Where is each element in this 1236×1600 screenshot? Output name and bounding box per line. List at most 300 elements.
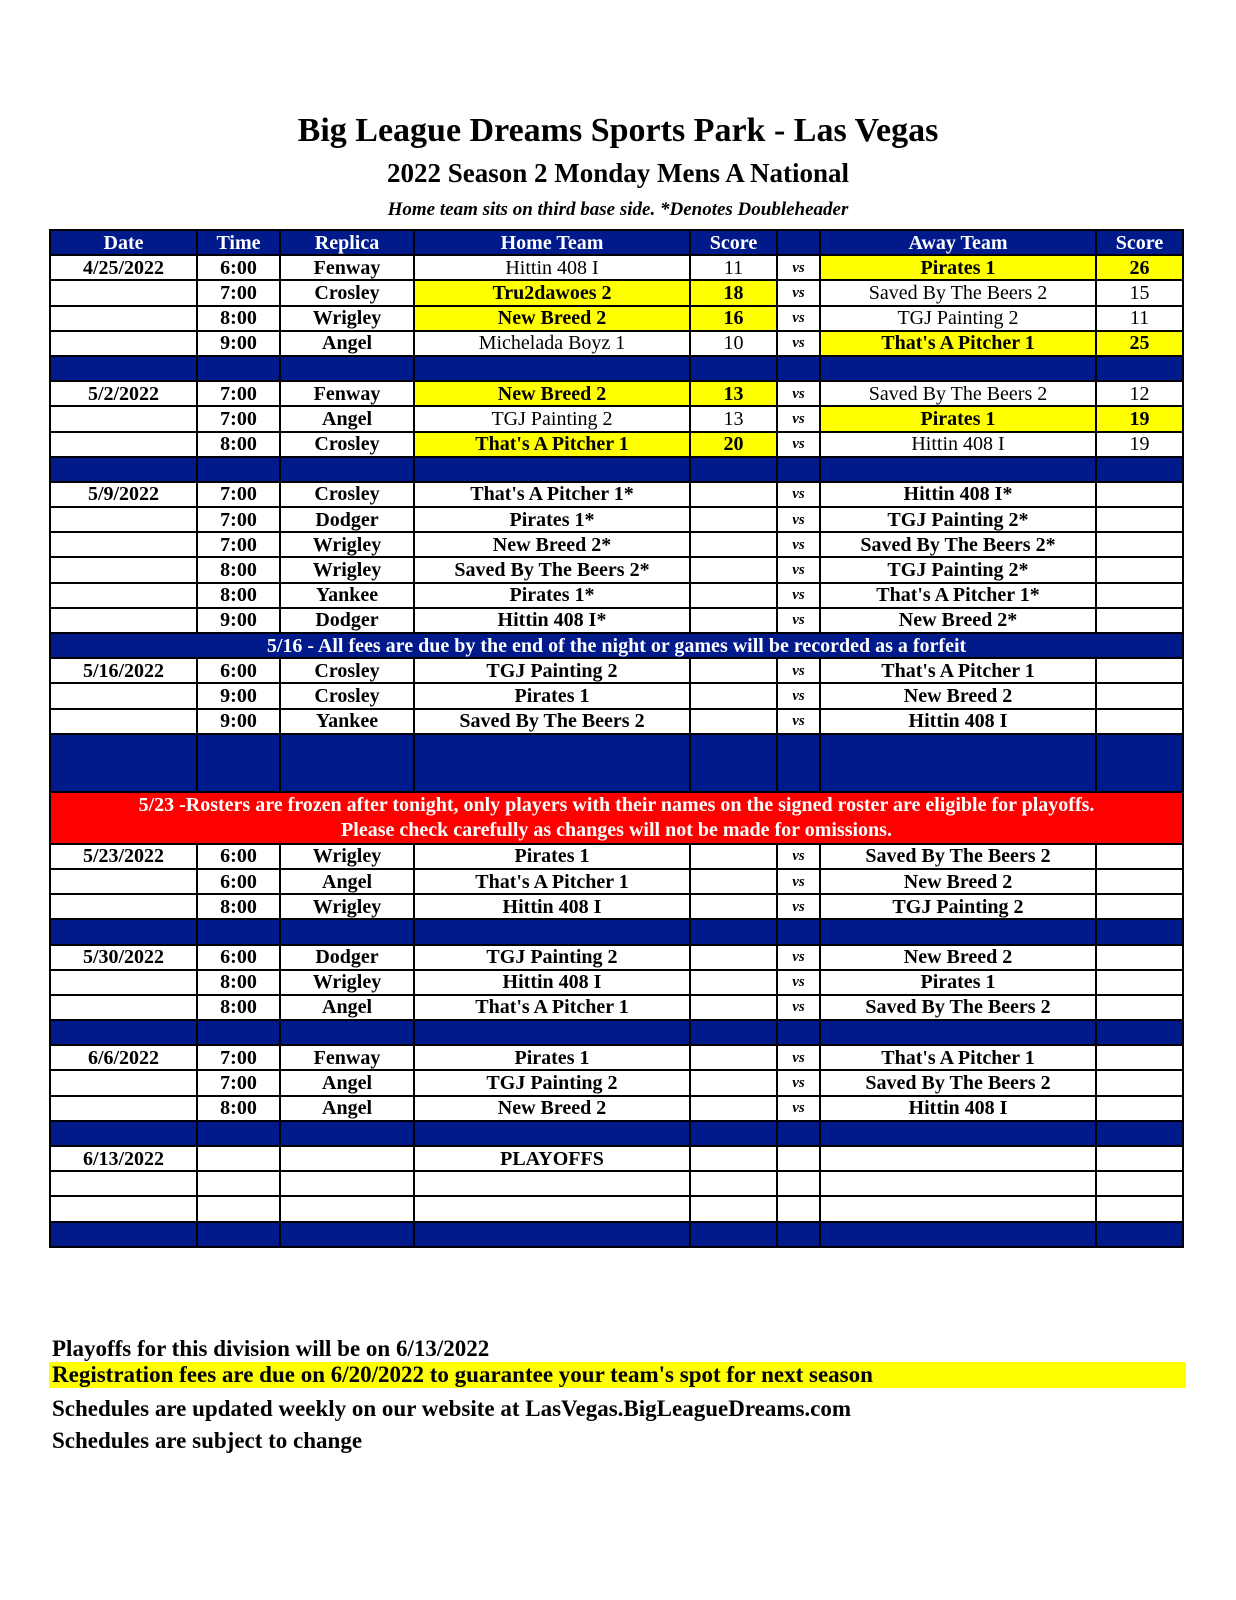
away-score-cell — [1096, 709, 1183, 734]
home-team-cell: Pirates 1* — [414, 507, 690, 532]
away-team-cell: Hittin 408 I — [820, 1096, 1096, 1121]
time-cell: 7:00 — [197, 406, 280, 431]
playoffs-label — [414, 1196, 690, 1221]
away-team-cell: Hittin 408 I* — [820, 482, 1096, 507]
field-cell: Angel — [280, 869, 414, 894]
separator-cell — [197, 457, 280, 482]
separator-cell — [414, 356, 690, 381]
separator-cell — [197, 1020, 280, 1045]
home-score-cell — [690, 945, 777, 970]
away-team-cell: Saved By The Beers 2 — [820, 1070, 1096, 1095]
field-cell: Wrigley — [280, 894, 414, 919]
home-team-cell: Hittin 408 I — [414, 255, 690, 280]
separator-cell — [690, 1222, 777, 1247]
time-cell: 9:00 — [197, 709, 280, 734]
vs-label: vs — [777, 280, 820, 305]
home-score-cell: 13 — [690, 406, 777, 431]
column-header-away-team: Away Team — [820, 230, 1096, 255]
away-score-cell: 25 — [1096, 331, 1183, 356]
home-score-cell — [690, 709, 777, 734]
separator-cell — [1096, 919, 1183, 944]
home-score-cell — [690, 1096, 777, 1121]
away-score-cell — [1096, 844, 1183, 869]
home-team-cell: New Breed 2 — [414, 306, 690, 331]
field-cell: Dodger — [280, 507, 414, 532]
time-cell: 8:00 — [197, 432, 280, 457]
date-cell — [50, 532, 197, 557]
away-team-cell: Pirates 1 — [820, 406, 1096, 431]
separator-cell — [1096, 734, 1183, 792]
away-team-cell: New Breed 2* — [820, 608, 1096, 633]
date-cell: 5/23/2022 — [50, 844, 197, 869]
empty-cell — [777, 1146, 820, 1171]
date-cell — [50, 280, 197, 305]
time-cell: 6:00 — [197, 255, 280, 280]
vs-label: vs — [777, 709, 820, 734]
home-score-cell: 13 — [690, 381, 777, 406]
time-cell: 7:00 — [197, 280, 280, 305]
vs-label: vs — [777, 557, 820, 582]
separator-cell — [690, 1020, 777, 1045]
separator-cell — [197, 734, 280, 792]
separator-cell — [280, 734, 414, 792]
schedule-table — [49, 229, 1184, 1248]
game-row — [50, 658, 1183, 683]
date-cell — [50, 608, 197, 633]
home-score-cell — [690, 683, 777, 708]
away-score-cell — [1096, 557, 1183, 582]
away-team-cell: New Breed 2 — [820, 683, 1096, 708]
empty-cell — [690, 1146, 777, 1171]
date-cell — [50, 709, 197, 734]
vs-label: vs — [777, 658, 820, 683]
separator-cell — [820, 919, 1096, 944]
vs-label: vs — [777, 331, 820, 356]
separator-cell — [1096, 1020, 1183, 1045]
separator-cell — [414, 1121, 690, 1146]
field-cell: Crosley — [280, 658, 414, 683]
home-score-cell: 10 — [690, 331, 777, 356]
game-row — [50, 869, 1183, 894]
empty-cell — [690, 1171, 777, 1196]
home-score-cell: 16 — [690, 306, 777, 331]
away-team-cell: That's A Pitcher 1* — [820, 583, 1096, 608]
home-score-cell — [690, 658, 777, 683]
fee-notice-row — [50, 633, 1183, 658]
date-cell — [50, 432, 197, 457]
separator-row — [50, 1222, 1183, 1247]
away-team-cell: TGJ Painting 2* — [820, 507, 1096, 532]
vs-label: vs — [777, 583, 820, 608]
playoffs-date-line: Playoffs for this division will be on 6/13/2022 — [52, 1336, 490, 1361]
home-team-cell: TGJ Painting 2 — [414, 406, 690, 431]
time-cell: 9:00 — [197, 608, 280, 633]
date-cell — [50, 894, 197, 919]
home-team-cell: That's A Pitcher 1 — [414, 869, 690, 894]
playoffs-label — [414, 1171, 690, 1196]
separator-cell — [414, 919, 690, 944]
time-cell — [197, 1146, 280, 1171]
time-cell: 8:00 — [197, 583, 280, 608]
home-team-cell: Saved By The Beers 2* — [414, 557, 690, 582]
game-row — [50, 432, 1183, 457]
separator-cell — [197, 1222, 280, 1247]
date-cell — [50, 1070, 197, 1095]
schedule-body — [50, 255, 1183, 1247]
empty-cell — [1096, 1196, 1183, 1221]
separator-cell — [197, 919, 280, 944]
away-team-cell: Hittin 408 I — [820, 709, 1096, 734]
separator-cell — [1096, 1121, 1183, 1146]
vs-label: vs — [777, 432, 820, 457]
vs-label: vs — [777, 683, 820, 708]
column-header-away-score: Score — [1096, 230, 1183, 255]
home-team-cell: Pirates 1 — [414, 683, 690, 708]
separator-cell — [280, 457, 414, 482]
time-cell: 6:00 — [197, 945, 280, 970]
field-cell — [280, 1146, 414, 1171]
vs-label: vs — [777, 894, 820, 919]
away-score-cell — [1096, 970, 1183, 995]
playoffs-label: PLAYOFFS — [414, 1146, 690, 1171]
separator-cell — [820, 734, 1096, 792]
home-score-cell — [690, 844, 777, 869]
separator-cell — [820, 1121, 1096, 1146]
game-row — [50, 995, 1183, 1020]
date-cell — [50, 406, 197, 431]
away-score-cell — [1096, 945, 1183, 970]
home-score-cell — [690, 482, 777, 507]
registration-deadline-line: Registration fees are due on 6/20/2022 to guarantee your team's spot for next season — [49, 1362, 1186, 1388]
date-cell: 6/13/2022 — [50, 1146, 197, 1171]
away-team-cell: Pirates 1 — [820, 970, 1096, 995]
field-cell: Yankee — [280, 583, 414, 608]
away-score-cell — [1096, 608, 1183, 633]
home-score-cell — [690, 583, 777, 608]
field-cell: Wrigley — [280, 557, 414, 582]
vs-label: vs — [777, 255, 820, 280]
date-cell — [50, 1196, 197, 1221]
away-team-cell: Saved By The Beers 2 — [820, 844, 1096, 869]
game-row — [50, 331, 1183, 356]
separator-cell — [777, 1222, 820, 1247]
away-score-cell — [1096, 583, 1183, 608]
separator-cell — [690, 919, 777, 944]
home-score-cell: 20 — [690, 432, 777, 457]
date-cell — [50, 557, 197, 582]
away-score-cell — [1096, 507, 1183, 532]
separator-cell — [690, 356, 777, 381]
separator-cell — [777, 457, 820, 482]
separator-row — [50, 734, 1183, 792]
away-team-cell: That's A Pitcher 1 — [820, 1045, 1096, 1070]
home-team-cell: TGJ Painting 2 — [414, 658, 690, 683]
separator-cell — [820, 457, 1096, 482]
page-subtitle: 2022 Season 2 Monday Mens A National — [386, 158, 850, 188]
separator-cell — [1096, 356, 1183, 381]
field-cell: Dodger — [280, 608, 414, 633]
doubleheader-note: Home team sits on third base side. *Denotes Doubleheader — [387, 199, 849, 220]
away-team-cell: TGJ Painting 2 — [820, 306, 1096, 331]
separator-cell — [50, 1121, 197, 1146]
away-score-cell — [1096, 894, 1183, 919]
column-header-home-team: Home Team — [414, 230, 690, 255]
date-cell — [50, 507, 197, 532]
home-score-cell — [690, 1070, 777, 1095]
time-cell: 9:00 — [197, 331, 280, 356]
away-team-cell: Hittin 408 I — [820, 432, 1096, 457]
alert-line: 5/23 -Rosters are frozen after tonight, only players with their names on the signed roster are eligible for playoffs. — [138, 793, 1095, 816]
home-team-cell: Pirates 1* — [414, 583, 690, 608]
game-row — [50, 894, 1183, 919]
date-cell: 5/30/2022 — [50, 945, 197, 970]
separator-cell — [777, 356, 820, 381]
home-score-cell — [690, 869, 777, 894]
game-row — [50, 482, 1183, 507]
field-cell: Crosley — [280, 280, 414, 305]
separator-cell — [197, 1121, 280, 1146]
separator-cell — [690, 734, 777, 792]
separator-cell — [50, 919, 197, 944]
vs-label: vs — [777, 482, 820, 507]
game-row — [50, 945, 1183, 970]
home-team-cell: Hittin 408 I — [414, 970, 690, 995]
date-cell — [50, 306, 197, 331]
separator-cell — [414, 1222, 690, 1247]
home-team-cell: New Breed 2* — [414, 532, 690, 557]
separator-cell — [1096, 457, 1183, 482]
separator-cell — [777, 734, 820, 792]
separator-cell — [690, 457, 777, 482]
date-cell — [50, 995, 197, 1020]
time-cell: 8:00 — [197, 970, 280, 995]
away-score-cell: 12 — [1096, 381, 1183, 406]
home-score-cell — [690, 894, 777, 919]
home-team-cell: Michelada Boyz 1 — [414, 331, 690, 356]
separator-cell — [820, 1222, 1096, 1247]
home-team-cell: Saved By The Beers 2 — [414, 709, 690, 734]
game-row — [50, 280, 1183, 305]
away-score-cell — [1096, 1096, 1183, 1121]
separator-cell — [197, 356, 280, 381]
date-cell — [50, 1171, 197, 1196]
time-cell: 7:00 — [197, 482, 280, 507]
game-row — [50, 709, 1183, 734]
separator-cell — [414, 1020, 690, 1045]
separator-row — [50, 457, 1183, 482]
playoff-row — [50, 1171, 1183, 1196]
game-row — [50, 583, 1183, 608]
away-score-cell — [1096, 995, 1183, 1020]
vs-label: vs — [777, 406, 820, 431]
home-team-cell: New Breed 2 — [414, 381, 690, 406]
away-score-cell — [1096, 658, 1183, 683]
date-cell: 5/16/2022 — [50, 658, 197, 683]
column-header-vs — [777, 230, 820, 255]
away-score-cell — [1096, 1045, 1183, 1070]
separator-cell — [820, 1020, 1096, 1045]
separator-row — [50, 1121, 1183, 1146]
away-score-cell — [1096, 1070, 1183, 1095]
separator-cell — [820, 356, 1096, 381]
empty-cell — [1096, 1171, 1183, 1196]
time-cell: 6:00 — [197, 844, 280, 869]
field-cell: Angel — [280, 406, 414, 431]
game-row — [50, 1070, 1183, 1095]
game-row — [50, 844, 1183, 869]
empty-cell — [690, 1196, 777, 1221]
away-score-cell — [1096, 532, 1183, 557]
date-cell: 6/6/2022 — [50, 1045, 197, 1070]
separator-cell — [50, 457, 197, 482]
vs-label: vs — [777, 1070, 820, 1095]
home-team-cell: TGJ Painting 2 — [414, 945, 690, 970]
field-cell: Fenway — [280, 255, 414, 280]
home-team-cell: Pirates 1 — [414, 844, 690, 869]
away-team-cell: New Breed 2 — [820, 869, 1096, 894]
game-row — [50, 306, 1183, 331]
home-team-cell: Tru2dawoes 2 — [414, 280, 690, 305]
home-team-cell: That's A Pitcher 1* — [414, 482, 690, 507]
field-cell: Angel — [280, 331, 414, 356]
separator-row — [50, 919, 1183, 944]
empty-cell — [820, 1146, 1096, 1171]
away-team-cell: Saved By The Beers 2 — [820, 995, 1096, 1020]
date-cell — [50, 869, 197, 894]
time-cell — [197, 1196, 280, 1221]
home-score-cell — [690, 557, 777, 582]
away-team-cell: Saved By The Beers 2 — [820, 280, 1096, 305]
game-row — [50, 507, 1183, 532]
separator-cell — [280, 919, 414, 944]
field-cell: Angel — [280, 1096, 414, 1121]
date-cell: 5/9/2022 — [50, 482, 197, 507]
away-team-cell: That's A Pitcher 1 — [820, 331, 1096, 356]
away-score-cell: 11 — [1096, 306, 1183, 331]
home-score-cell — [690, 608, 777, 633]
roster-freeze-alert — [50, 792, 1183, 844]
vs-label: vs — [777, 532, 820, 557]
date-cell: 4/25/2022 — [50, 255, 197, 280]
vs-label: vs — [777, 869, 820, 894]
separator-cell — [777, 1020, 820, 1045]
away-score-cell: 26 — [1096, 255, 1183, 280]
vs-label: vs — [777, 995, 820, 1020]
vs-label: vs — [777, 1096, 820, 1121]
away-team-cell: Pirates 1 — [820, 255, 1096, 280]
separator-cell — [280, 1222, 414, 1247]
game-row — [50, 557, 1183, 582]
away-team-cell: New Breed 2 — [820, 945, 1096, 970]
away-score-cell: 19 — [1096, 432, 1183, 457]
date-cell — [50, 1096, 197, 1121]
home-team-cell: New Breed 2 — [414, 1096, 690, 1121]
vs-label: vs — [777, 945, 820, 970]
empty-cell — [1096, 1146, 1183, 1171]
time-cell: 9:00 — [197, 683, 280, 708]
time-cell: 8:00 — [197, 995, 280, 1020]
time-cell: 7:00 — [197, 381, 280, 406]
field-cell: Fenway — [280, 381, 414, 406]
game-row — [50, 970, 1183, 995]
fee-notice: 5/16 - All fees are due by the end of the night or games will be recorded as a forfeit — [50, 633, 1183, 658]
time-cell: 6:00 — [197, 869, 280, 894]
empty-cell — [820, 1171, 1096, 1196]
home-score-cell: 18 — [690, 280, 777, 305]
home-team-cell: TGJ Painting 2 — [414, 1070, 690, 1095]
away-score-cell: 19 — [1096, 406, 1183, 431]
home-score-cell — [690, 995, 777, 1020]
game-row — [50, 381, 1183, 406]
playoff-row — [50, 1196, 1183, 1221]
playoff-row — [50, 1146, 1183, 1171]
home-team-cell: Hittin 408 I* — [414, 608, 690, 633]
away-score-cell — [1096, 869, 1183, 894]
date-cell — [50, 970, 197, 995]
vs-label: vs — [777, 381, 820, 406]
away-score-cell: 15 — [1096, 280, 1183, 305]
away-score-cell — [1096, 482, 1183, 507]
vs-label: vs — [777, 608, 820, 633]
away-score-cell — [1096, 683, 1183, 708]
field-cell: Wrigley — [280, 532, 414, 557]
separator-cell — [50, 734, 197, 792]
separator-cell — [777, 919, 820, 944]
page-title: Big League Dreams Sports Park - Las Vegas — [297, 112, 939, 149]
field-cell: Wrigley — [280, 970, 414, 995]
time-cell: 8:00 — [197, 1096, 280, 1121]
time-cell: 7:00 — [197, 1045, 280, 1070]
date-cell — [50, 331, 197, 356]
field-cell: Yankee — [280, 709, 414, 734]
separator-cell — [1096, 1222, 1183, 1247]
away-team-cell: TGJ Painting 2* — [820, 557, 1096, 582]
field-cell: Wrigley — [280, 844, 414, 869]
separator-row — [50, 1020, 1183, 1045]
home-score-cell — [690, 1045, 777, 1070]
game-row — [50, 683, 1183, 708]
field-cell: Crosley — [280, 482, 414, 507]
time-cell: 7:00 — [197, 1070, 280, 1095]
field-cell: Angel — [280, 995, 414, 1020]
website-line: Schedules are updated weekly on our website at LasVegas.BigLeagueDreams.com — [52, 1396, 852, 1421]
separator-cell — [280, 1121, 414, 1146]
home-team-cell: Pirates 1 — [414, 1045, 690, 1070]
separator-cell — [777, 1121, 820, 1146]
field-cell — [280, 1196, 414, 1221]
home-team-cell: That's A Pitcher 1 — [414, 432, 690, 457]
vs-label: vs — [777, 844, 820, 869]
date-cell — [50, 683, 197, 708]
home-score-cell: 11 — [690, 255, 777, 280]
time-cell: 7:00 — [197, 532, 280, 557]
empty-cell — [777, 1196, 820, 1221]
time-cell: 8:00 — [197, 306, 280, 331]
separator-row — [50, 356, 1183, 381]
separator-cell — [280, 356, 414, 381]
game-row — [50, 1045, 1183, 1070]
time-cell: 8:00 — [197, 557, 280, 582]
separator-cell — [50, 1020, 197, 1045]
column-header-replica: Replica — [280, 230, 414, 255]
separator-cell — [414, 734, 690, 792]
header-row — [50, 230, 1183, 255]
separator-cell — [50, 356, 197, 381]
separator-cell — [690, 1121, 777, 1146]
field-cell: Crosley — [280, 683, 414, 708]
separator-cell — [414, 457, 690, 482]
game-row — [50, 532, 1183, 557]
